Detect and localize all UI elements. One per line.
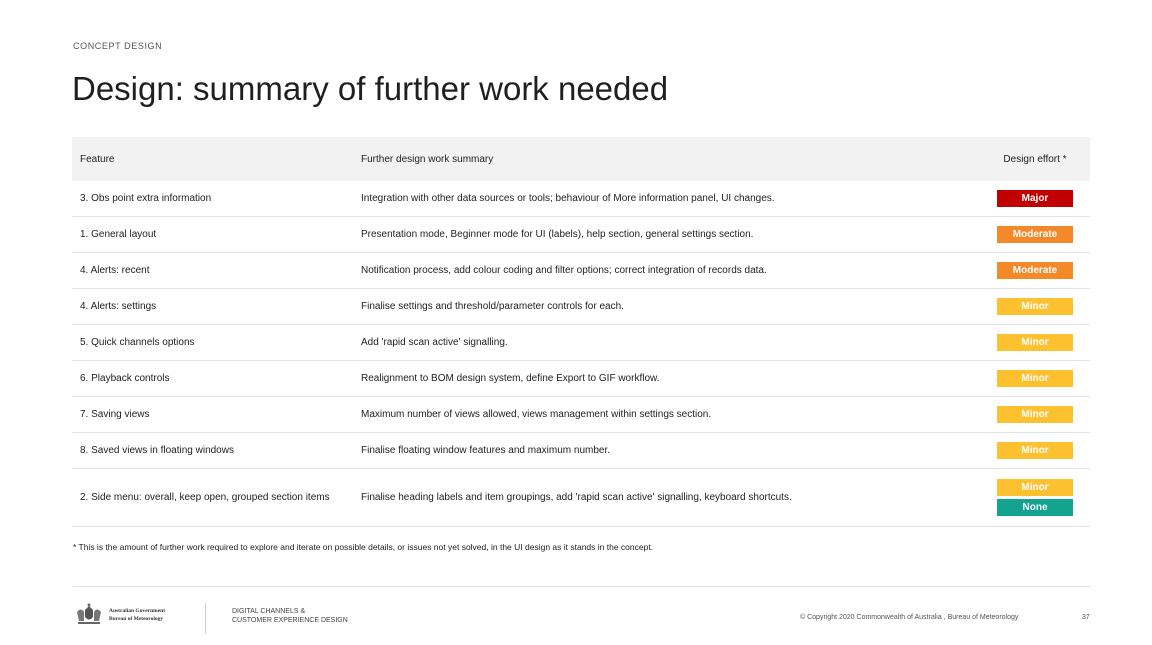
table-row	[72, 469, 1090, 527]
effort-cell	[980, 479, 1090, 516]
department-label	[232, 607, 348, 625]
government-logo	[73, 603, 165, 627]
table-row	[72, 397, 1090, 433]
summary-cell: Finalise settings and threshold/parameter controls for each.	[361, 301, 624, 312]
table-header-row	[72, 137, 1090, 181]
table-row	[72, 325, 1090, 361]
feature-cell: 7. Saving views	[80, 409, 150, 420]
effort-badge: Minor	[997, 298, 1073, 315]
effort-cell	[980, 370, 1090, 387]
table-row	[72, 433, 1090, 469]
effort-cell	[980, 262, 1090, 279]
department-line-2: CUSTOMER EXPERIENCE DESIGN	[232, 617, 348, 624]
table-row	[72, 217, 1090, 253]
summary-cell: Presentation mode, Beginner mode for UI (labels), help section, general settings section.	[361, 229, 754, 240]
header-effort: Design effort *	[1003, 153, 1067, 165]
footer-logo-divider	[205, 603, 206, 634]
feature-cell: 4. Alerts: recent	[80, 265, 150, 276]
effort-cell	[980, 442, 1090, 459]
feature-cell: 6. Playback controls	[80, 373, 170, 384]
table-row	[72, 181, 1090, 217]
feature-cell: 3. Obs point extra information	[80, 193, 212, 204]
header-summary: Further design work summary	[361, 153, 494, 165]
coat-of-arms-icon	[73, 603, 105, 627]
page-title: Design: summary of further work needed	[72, 70, 669, 107]
department-line-1: DIGITAL CHANNELS &	[232, 608, 306, 615]
summary-cell: Add 'rapid scan active' signalling.	[361, 337, 508, 348]
effort-badge: Major	[997, 190, 1073, 207]
table-row	[72, 361, 1090, 397]
summary-cell: Maximum number of views allowed, views management within settings section.	[361, 409, 712, 420]
effort-badge: None	[997, 499, 1073, 516]
effort-badge: Moderate	[997, 226, 1073, 243]
effort-cell	[980, 190, 1090, 207]
table-row	[72, 289, 1090, 325]
eyebrow-label: CONCEPT DESIGN	[73, 41, 163, 51]
effort-cell	[980, 226, 1090, 243]
effort-badge: Moderate	[997, 262, 1073, 279]
table-row	[72, 253, 1090, 289]
feature-cell: 1. General layout	[80, 229, 157, 240]
summary-cell: Realignment to BOM design system, define Export to GIF workflow.	[361, 373, 660, 384]
summary-cell: Integration with other data sources or tools; behaviour of More information panel, UI changes.	[361, 193, 775, 204]
copyright-text: © Copyright 2020 Commonwealth of Australia , Bureau of Meteorology	[800, 614, 1019, 621]
effort-badge: Minor	[997, 406, 1073, 423]
effort-badge: Minor	[997, 442, 1073, 459]
header-feature: Feature	[80, 153, 115, 165]
summary-cell: Notification process, add colour coding and filter options; correct integration of records data.	[361, 265, 767, 276]
effort-badge: Minor	[997, 334, 1073, 351]
footnote: * This is the amount of further work required to explore and iterate on possible details, or issues not yet solved, in the UI design as it stands in the concept.	[73, 542, 654, 552]
feature-cell: 2. Side menu: overall, keep open, grouped section items	[80, 492, 330, 503]
feature-cell: 4. Alerts: settings	[80, 301, 157, 312]
summary-cell: Finalise heading labels and item groupings, add 'rapid scan active' signalling, keyboard shortcuts.	[361, 492, 792, 503]
page-number: 37	[1082, 614, 1090, 621]
logo-line-2: Bureau of Meteorology	[109, 616, 164, 622]
work-summary-table	[72, 137, 1090, 527]
effort-cell	[980, 298, 1090, 315]
logo-line-1: Australian Government	[109, 608, 166, 614]
effort-cell	[980, 406, 1090, 423]
feature-cell: 5. Quick channels options	[80, 337, 195, 348]
effort-badge: Minor	[997, 370, 1073, 387]
effort-badge: Minor	[997, 479, 1073, 496]
footer-divider	[73, 586, 1091, 587]
summary-cell: Finalise floating window features and maximum number.	[361, 445, 611, 456]
feature-cell: 8. Saved views in floating windows	[80, 445, 234, 456]
effort-cell	[980, 334, 1090, 351]
